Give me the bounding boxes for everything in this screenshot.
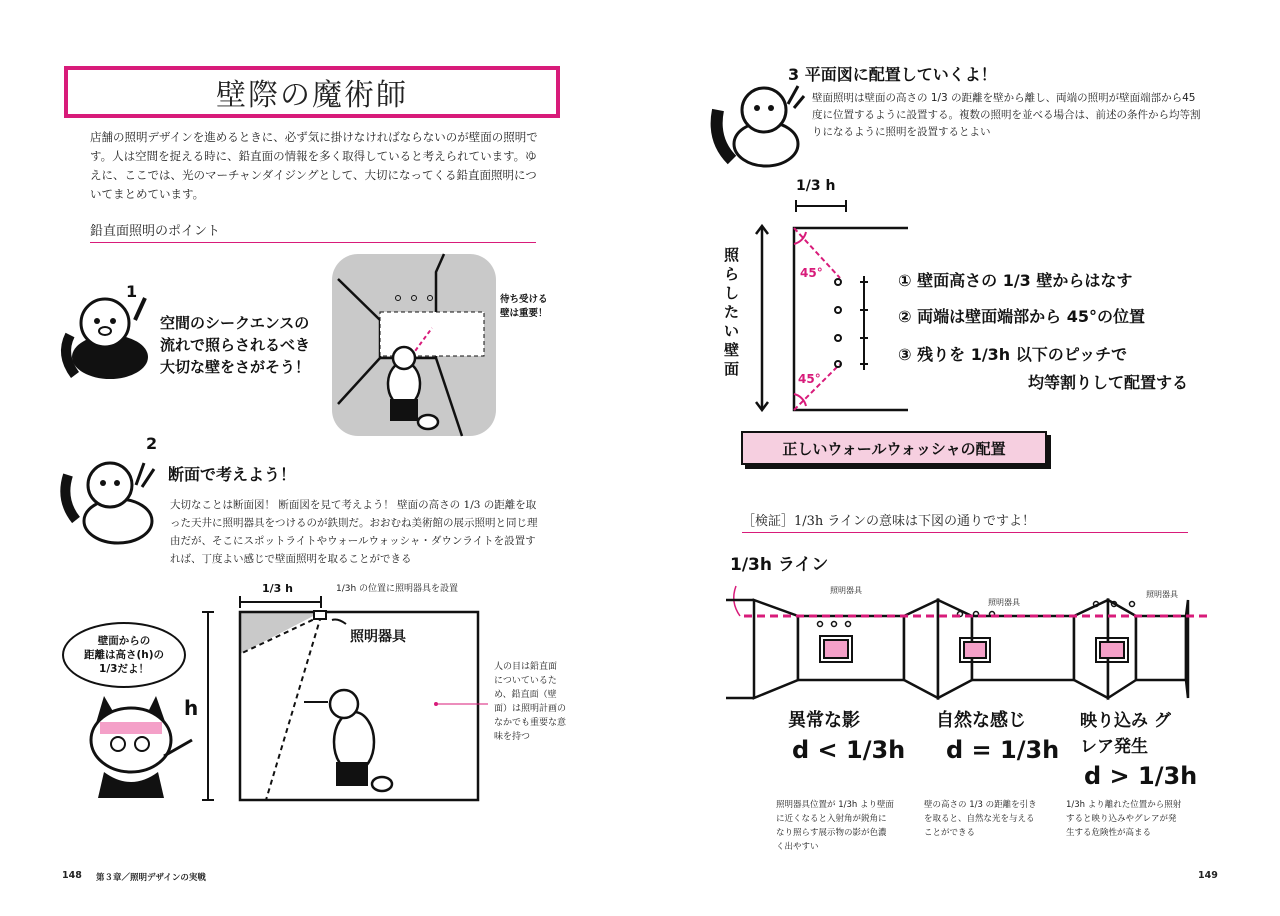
plan-diagram xyxy=(740,196,920,422)
rule1 xyxy=(898,268,1132,291)
section-third-label: 1/3 h xyxy=(262,582,293,595)
rule2 xyxy=(898,304,1145,327)
case3-desc: 1/3h より離れた位置から照射すると映り込みやグレアが発生する危険性が高まる xyxy=(1066,800,1182,838)
point1-line1: 空間のシークエンスの xyxy=(160,314,310,332)
page-title: 壁際の魔術師 xyxy=(64,66,560,118)
side-note-line1: 待ち受ける xyxy=(500,294,548,305)
eye-note: 人の目は鉛直面についているため、鉛直面（壁面）は照明計画のなかでも重要な意味を持つ xyxy=(494,662,567,742)
plan-vertical-label: 照らしたい壁面 xyxy=(724,246,740,378)
case2-desc: 壁の高さの 1/3 の距離を引きを取ると、自然な光を与えることができる xyxy=(924,800,1037,838)
rule3-line1: 残りを 1/3h 以下のピッチで xyxy=(917,345,1128,364)
correct-placement-banner: 正しいウォールウォッシャの配置 xyxy=(741,431,1047,465)
point1-side-note xyxy=(500,293,548,321)
tanuki-mascot-icon xyxy=(60,285,160,385)
point1-number: 1 xyxy=(126,282,138,301)
right-page-number: 149 xyxy=(1198,870,1218,881)
step3-heading: 3 平面図に配置していくよ！ xyxy=(788,65,997,84)
intro-paragraph: 店舗の照明デザインを進めるときに、必ず気に掛けなければならないのが壁面の照明です。人は空間を捉える時に、鉛直面の情報を多く取得していると考えられています。ゆえに、ここでは、光のマーチャンダイジングとして、大切になってくる鉛直面照明についてまとめています。 xyxy=(90,130,538,201)
fixture-label: 照明器具 xyxy=(350,629,406,645)
rule3-num: ③ xyxy=(898,345,912,364)
tanuki-wave-icon xyxy=(710,80,810,170)
running-footer: 第３章／照明デザインの実戦 xyxy=(96,873,206,883)
verify-heading: ［検証］1/3h ラインの意味は下図の通りですよ！ xyxy=(742,510,1188,533)
case3-formula: d > 1/3h xyxy=(1084,762,1198,790)
case1-desc: 照明器具位置が 1/3h より壁面に近くなると入射角が鋭角になり照らす展示物の影が色濃く出やすい xyxy=(776,800,894,852)
fixture-label-1: 照明器具 xyxy=(830,586,862,595)
tanuki-peace-icon xyxy=(58,455,158,545)
step3-body: 壁面照明は壁面の高さの 1/3 の距離を壁から離し、両端の照明が壁面端部から45度に位置するように設置する。複数の照明を並べる場合は、前述の条件から均等割りになるように照明を設置するとよい xyxy=(812,92,1201,138)
case1-name: 異常な影 xyxy=(788,710,860,731)
verification-rooms xyxy=(722,580,1212,702)
corridor-illustration xyxy=(332,254,496,436)
point1-line3: 大切な壁をさがそう！ xyxy=(160,358,311,376)
rule2-num: ② xyxy=(898,307,912,326)
speech-bubble xyxy=(62,622,186,688)
point2-body: 大切なことは断面図！ 断面図を見て考えよう！ 壁面の高さの 1/3 の距離を取った天井に照明器具をつけるのが鉄則だ。おおむね美術館の展示照明と同じ理由だが、そこにスポットライトやウォールウォッシャ・ダウンライトを設置すれば、丁度よい感じで壁面照明を取ることができる xyxy=(170,499,538,565)
side-note-line2: 壁は重要！ xyxy=(500,308,548,319)
placement-note: 1/3h の位置に照明器具を設置 xyxy=(336,584,459,594)
point2-number: 2 xyxy=(146,434,158,453)
point1-text xyxy=(160,312,310,378)
point1-line2: 流れで照らされるべき xyxy=(160,336,311,354)
case1-formula: d < 1/3h xyxy=(792,736,906,764)
fixture-label-3: 照明器具 xyxy=(1146,590,1178,599)
left-page-number: 148 xyxy=(62,870,82,881)
line-label: 1/3h ライン xyxy=(730,555,829,575)
section-diagram xyxy=(196,584,486,802)
bubble-line1: 壁面からの xyxy=(97,635,151,647)
bubble-line3: 1/3だよ！ xyxy=(99,663,149,675)
fixture-label-2: 照明器具 xyxy=(988,598,1020,607)
case2-formula: d = 1/3h xyxy=(946,736,1060,764)
h-label: h xyxy=(184,696,199,720)
case2-name: 自然な感じ xyxy=(936,710,1026,731)
bubble-line2: 距離は高さ(h)の xyxy=(83,649,165,661)
rule1-text: 壁面高さの 1/3 壁からはなす xyxy=(917,271,1133,290)
rule2-text: 両端は壁面端部から 45°の位置 xyxy=(917,307,1145,326)
rule3-line2: 均等割りして配置する xyxy=(1028,373,1189,392)
cat-professor-icon xyxy=(74,690,194,800)
angle-top-label: 45° xyxy=(800,266,823,280)
rule1-num: ① xyxy=(898,271,912,290)
section-heading: 鉛直面照明のポイント xyxy=(90,220,536,243)
plan-third-label: 1/3 h xyxy=(796,178,836,194)
case3-name: 映り込み グレア発生 xyxy=(1080,711,1171,757)
rule3 xyxy=(898,342,1127,365)
angle-bottom-label: 45° xyxy=(798,372,821,386)
point2-heading: 断面で考えよう！ xyxy=(168,465,297,484)
